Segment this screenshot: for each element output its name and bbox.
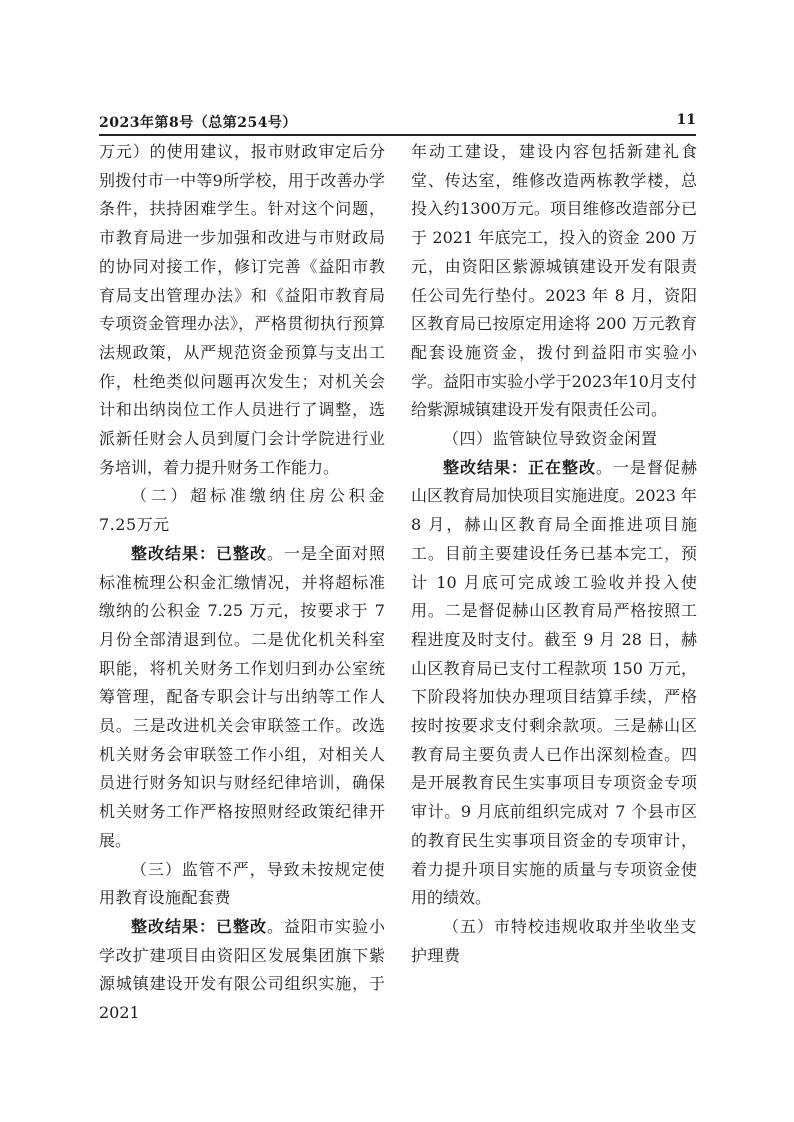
left-column (99, 138, 385, 1028)
result-text: 。一是督促赫山区教育局加快项目实施进度。2023 年 8 月，赫山区教育局全面推进项目施工。目前主要建设任务已基本完工，预计 10 月底可完成竣工验收并投入使用。二是督促赫山区教育局严格按照工程进度及时支付。截至 9 月 28 日，赫山区教育局已支付工程款项 150 万元，下阶段将加快办理项目结算手续，严格按时按要求支付剩余款项。三是赫山区教育局主要负责人已作出深刻检查。四是开展教育民生实事项目专项资金专项审计。9 月底前组织完成对 7 个县市区的教育民生实事项目资金的专项审计，着力提升项目实施的质量与专项资金使用的绩效。 (411, 457, 697, 908)
result-label: 整改结果：已整改 (131, 916, 267, 936)
issue-number: 2023年第8号（总第254号） (99, 115, 297, 131)
result-text: 。益阳市实验小学改扩建项目由资阳区发展集团旗下紫源城镇建设开发有限公司组织实施，于 2021 (99, 916, 385, 1023)
section-result-3 (99, 913, 385, 1028)
page-number: 11 (676, 112, 696, 128)
section-heading-3: （三）监管不严，导致未按规定使用教育设施配套费 (99, 859, 385, 908)
paragraph-continuation: 万元）的使用建议，报市财政审定后分别拨付市一中等9所学校，用于改善办学条件，扶持困难学生。针对这个问题，市教育局进一步加强和改进与市财政局的协同对接工作，修订完善《益阳市教育局支出管理办法》和《益阳市教育局专项资金管理办法》，严格贯彻执行预算法规政策，从严规范资金预算与支出工作，杜绝类似问题再次发生；对机关会计和出纳岗位工作人员进行了调整，选派新任财会人员到厦门会计学院进行业务培训，着力提升财务工作能力。 (99, 142, 385, 477)
section-result-4 (411, 454, 697, 913)
paragraph-continuation: 年动工建设，建设内容包括新建礼食堂、传达室，维修改造两栋教学楼，总投入约1300万元。项目维修改造部分已于 2021 年底完工，投入的资金 200 万元，由资阳区紫源城镇建设开发有限责任公司先行垫付。2023 年 8 月，资阳区教育局已按原定用途将 200 万元教育配套设施资金，拨付到益阳市实验小学。益阳市实验小学于2023年10月支付给紫源城镇建设开发有限责任公司。 (411, 142, 697, 420)
section-heading-2: （二）超标准缴纳住房公积金 7.25万元 (99, 486, 385, 535)
result-label: 整改结果：已整改 (131, 543, 267, 563)
page-header (99, 112, 696, 136)
section-result-2 (99, 540, 385, 856)
section-heading-5: （五）市特校违规收取并坐收坐支护理费 (411, 916, 697, 965)
result-text: 。一是全面对照标准梳理公积金汇缴情况，并将超标准缴纳的公积金 7.25 万元，按要求于 7 月份全部清退到位。二是优化机关科室职能，将机关财务工作划归到办公室统筹管理，配备专职会计与出纳等工作人员。三是改进机关会审联签工作。改选机关财务会审联签工作小组，对相关人员进行财务知识与财经纪律培训，确保机关财务工作严格按照财经政策纪律开展。 (99, 543, 385, 850)
section-heading-4: （四）监管缺位导致资金闲置 (443, 429, 658, 449)
right-column (411, 138, 697, 970)
result-label: 整改结果：正在整改 (443, 457, 596, 477)
